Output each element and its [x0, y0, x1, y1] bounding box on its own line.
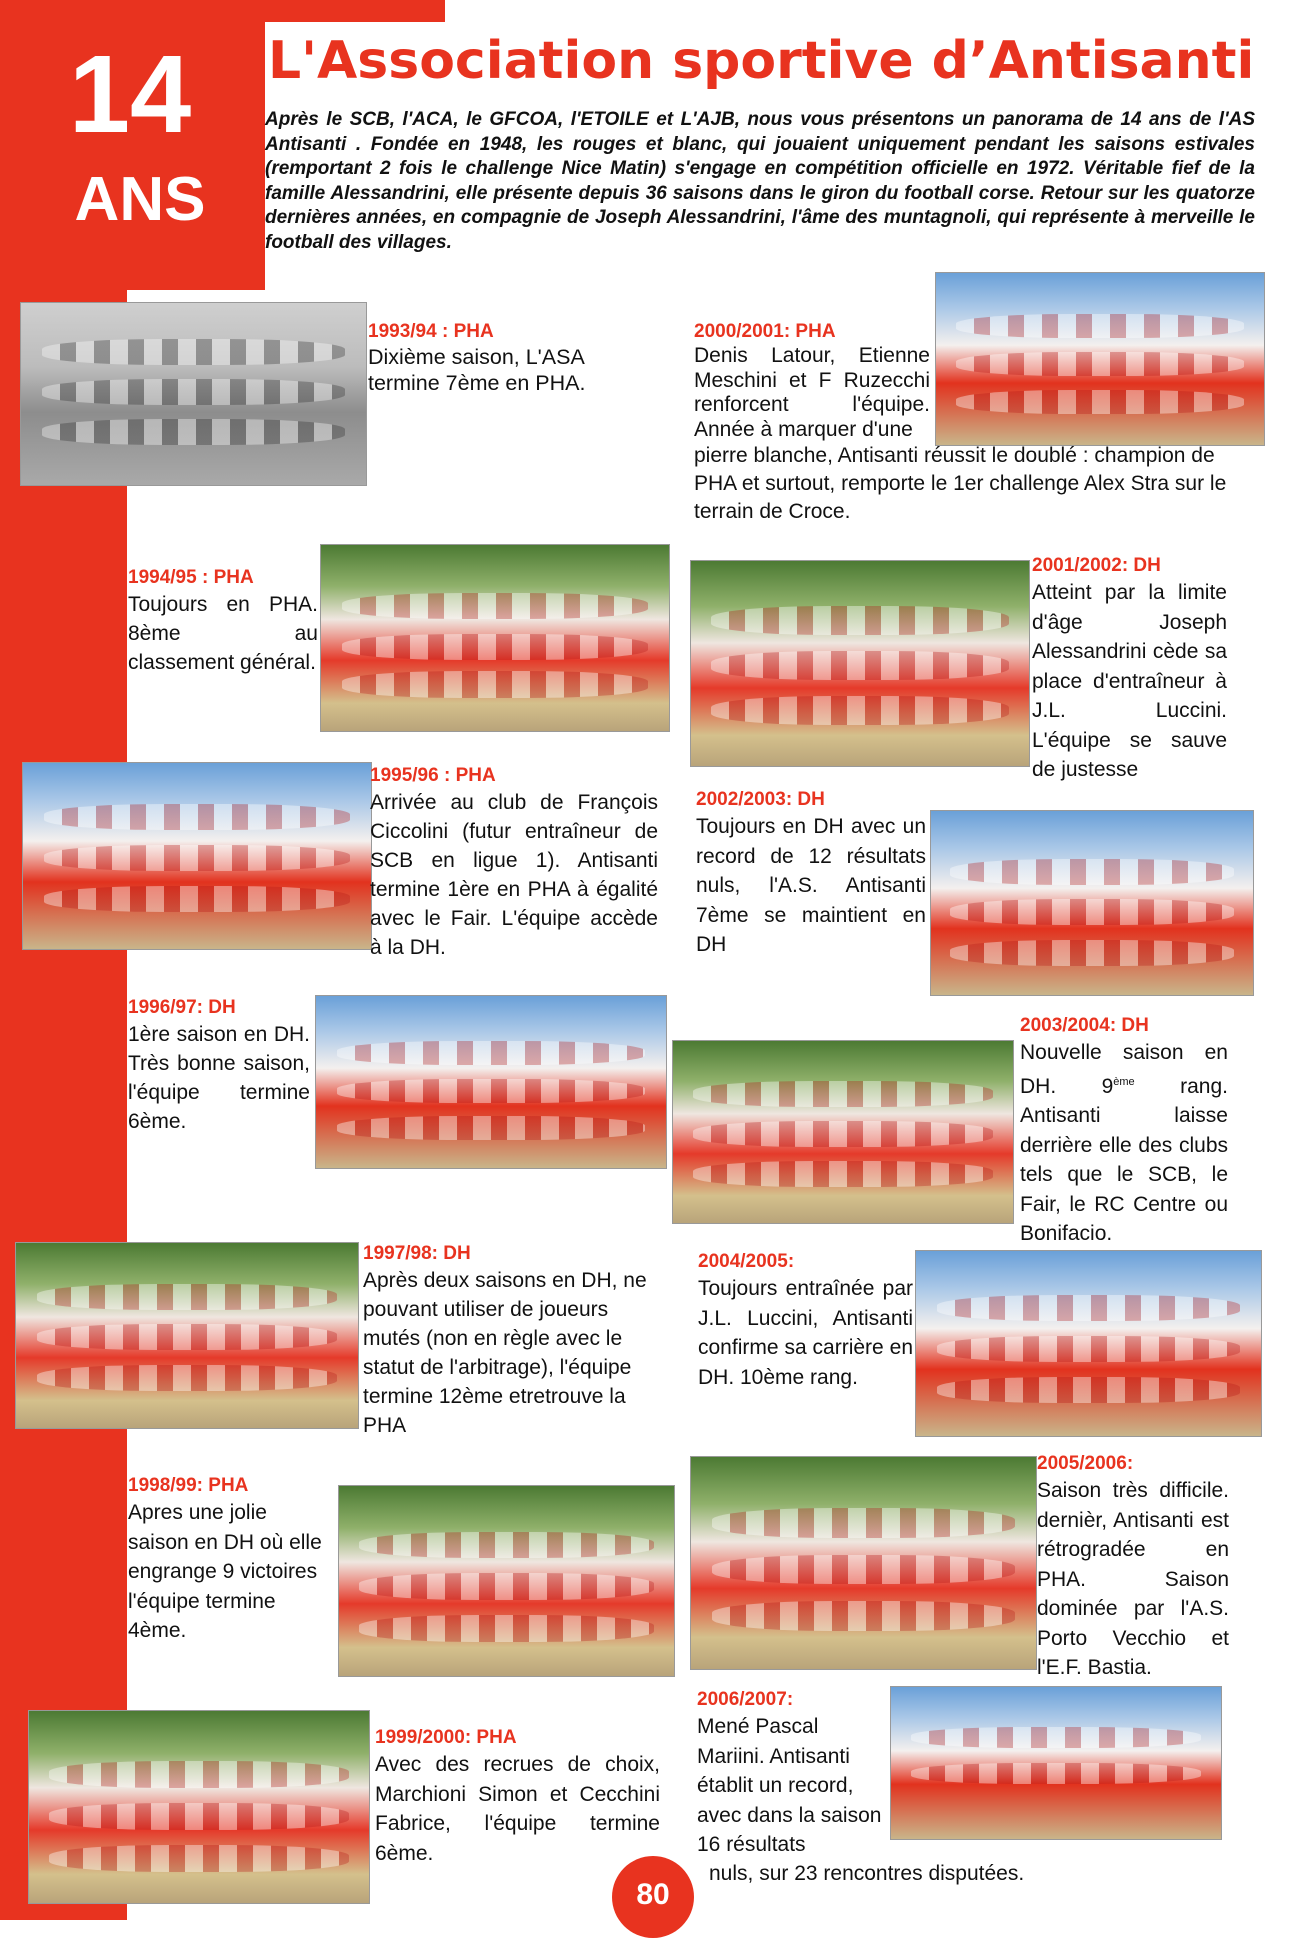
team-photo-2005-2006	[690, 1456, 1037, 1670]
season-text: Atteint par la limite d'âge Joseph Alessandrini cède sa place d'entraîneur à J.L. Luccini. L'équipe se sauve de justesse	[1032, 581, 1227, 781]
team-photo-1999-2000	[28, 1710, 370, 1904]
season-2003-2004	[1020, 1014, 1228, 1249]
team-photo-1994-95	[320, 544, 670, 732]
season-title: 2005/2006:	[1037, 1453, 1134, 1474]
season-title: 1994/95 : PHA	[128, 567, 254, 588]
season-title: 2006/2007:	[697, 1689, 794, 1710]
season-text: Après deux saisons en DH, ne pouvant utiliser de joueurs mutés (non en règle avec le statut de l'arbitrage), l'équipe termine 12ème etretrouve la PHA	[363, 1269, 647, 1437]
season-title: 1997/98: DH	[363, 1243, 471, 1264]
team-photo-1995-96	[22, 762, 372, 950]
season-1999-2000	[375, 1726, 660, 1868]
season-text: Toujours en DH avec un record de 12 résultats nuls, l'A.S. Antisanti 7ème se maintient en DH	[696, 815, 926, 956]
season-text-sup: ème	[1113, 1075, 1135, 1088]
season-2006-2007	[697, 1688, 1157, 1888]
season-title: 2003/2004: DH	[1020, 1015, 1149, 1036]
season-2001-2002	[1032, 554, 1227, 785]
season-1994-95	[128, 566, 318, 677]
intro-paragraph: Après le SCB, l'ACA, le GFCOA, l'ETOILE et L'AJB, nous vous présentons un panorama de 14 ans de l'AS Antisanti . Fondée en 1948, les rouges et blanc, qui jouaient uniquement pendant les saisons estivales (remportant 2 fois le challenge Nice Matin) s'engage en compétition officielle en 1972. Véritable fief de la famille Alessandrini, elle présente depuis 36 saisons dans le giron du football corse. Retour sur les quatorze dernières années, en compagnie de Joseph Alessandrini, l'âme des muntagnoli, qui représente à merveille le football des villages.	[265, 109, 1255, 253]
team-photo-1997-98	[15, 1242, 359, 1429]
team-photo-2002-2003	[930, 810, 1254, 996]
season-text: Mené Pascal Mariini. Antisanti établit un record, avec dans la saison 16 résultats	[697, 1715, 882, 1856]
team-photo-2003-2004	[672, 1040, 1014, 1224]
team-photo-2001-2002	[690, 560, 1030, 767]
season-2004-2005	[698, 1250, 913, 1392]
season-title: 1998/99: PHA	[128, 1475, 249, 1496]
season-1998-99	[128, 1474, 328, 1646]
season-1993-94	[368, 320, 660, 396]
season-text: 1ère saison en DH. Très bonne saison, l'équipe termine 6ème.	[128, 1023, 310, 1133]
season-title: 1995/96 : PHA	[370, 765, 496, 786]
season-1997-98	[363, 1242, 658, 1440]
season-text-end: nuls, sur 23 rencontres disputées.	[709, 1861, 1025, 1885]
season-text-b: rang. Antisanti laisse derrière elle des clubs tels que le SCB, le Fair, le RC Centre ou Bonifacio.	[1020, 1074, 1228, 1245]
season-text-a: Nouvelle saison en DH. 9	[1020, 1041, 1228, 1098]
season-title: 2000/2001: PHA	[694, 321, 836, 342]
season-1996-97	[128, 996, 310, 1136]
team-photo-1993-94	[20, 302, 367, 486]
season-2000-2001	[694, 320, 1254, 526]
season-text: Toujours entraînée par J.L. Luccini, Antisanti confirme sa carrière en DH. 10ème rang.	[698, 1277, 913, 1389]
title-accent-bar	[258, 92, 265, 272]
team-photo-1996-97	[315, 995, 667, 1169]
season-title: 1993/94 : PHA	[368, 321, 494, 342]
season-title: 2002/2003: DH	[696, 789, 825, 810]
season-text: Saison très difficile. dernièr, Antisanti est rétrogradée en PHA. Saison dominée par l'A.S. Porto Vecchio et l'E.F. Bastia.	[1037, 1479, 1229, 1679]
season-text: Avec des recrues de choix, Marchioni Simon et Cecchini Fabrice, l'équipe termine 6ème.	[375, 1753, 660, 1865]
season-1995-96	[370, 764, 658, 962]
season-text-bottom: pierre blanche, Antisanti réussit le doublé : champion de PHA et surtout, remporte le 1er challenge Alex Stra sur le terrain de Croce.	[694, 444, 1227, 523]
page-number: 80	[612, 1856, 694, 1938]
season-text: Arrivée au club de François Ciccolini (futur entraîneur de SCB en ligue 1). Antisanti termine 1ère en PHA à égalité avec le Fair. L'équipe accède à la DH.	[370, 791, 658, 959]
season-text: Toujours en PHA. 8ème au classement général.	[128, 593, 318, 674]
team-photo-1998-99	[338, 1485, 675, 1677]
season-text: Apres une jolie saison en DH où elle engrange 9 victoires l'équipe termine 4ème.	[128, 1501, 322, 1642]
season-2005-2006	[1037, 1452, 1229, 1683]
season-text	[1020, 1038, 1228, 1249]
season-text: Dixième saison, L'ASA termine 7ème en PHA.	[368, 345, 586, 395]
season-title: 2004/2005:	[698, 1251, 795, 1272]
season-text-top: Denis Latour, Etienne Meschini et F Ruzecchi renforcent l'équipe. Année à marquer d'une	[694, 344, 930, 441]
season-2002-2003	[696, 788, 926, 960]
season-title: 1996/97: DH	[128, 997, 236, 1018]
team-photo-2004-2005	[915, 1250, 1262, 1437]
years-unit: ANS	[74, 165, 206, 234]
season-title: 1999/2000: PHA	[375, 1727, 517, 1748]
page-title: L'Association sportive d’Antisanti	[268, 31, 1255, 91]
season-title: 2001/2002: DH	[1032, 555, 1161, 576]
years-number: 14	[68, 33, 192, 156]
